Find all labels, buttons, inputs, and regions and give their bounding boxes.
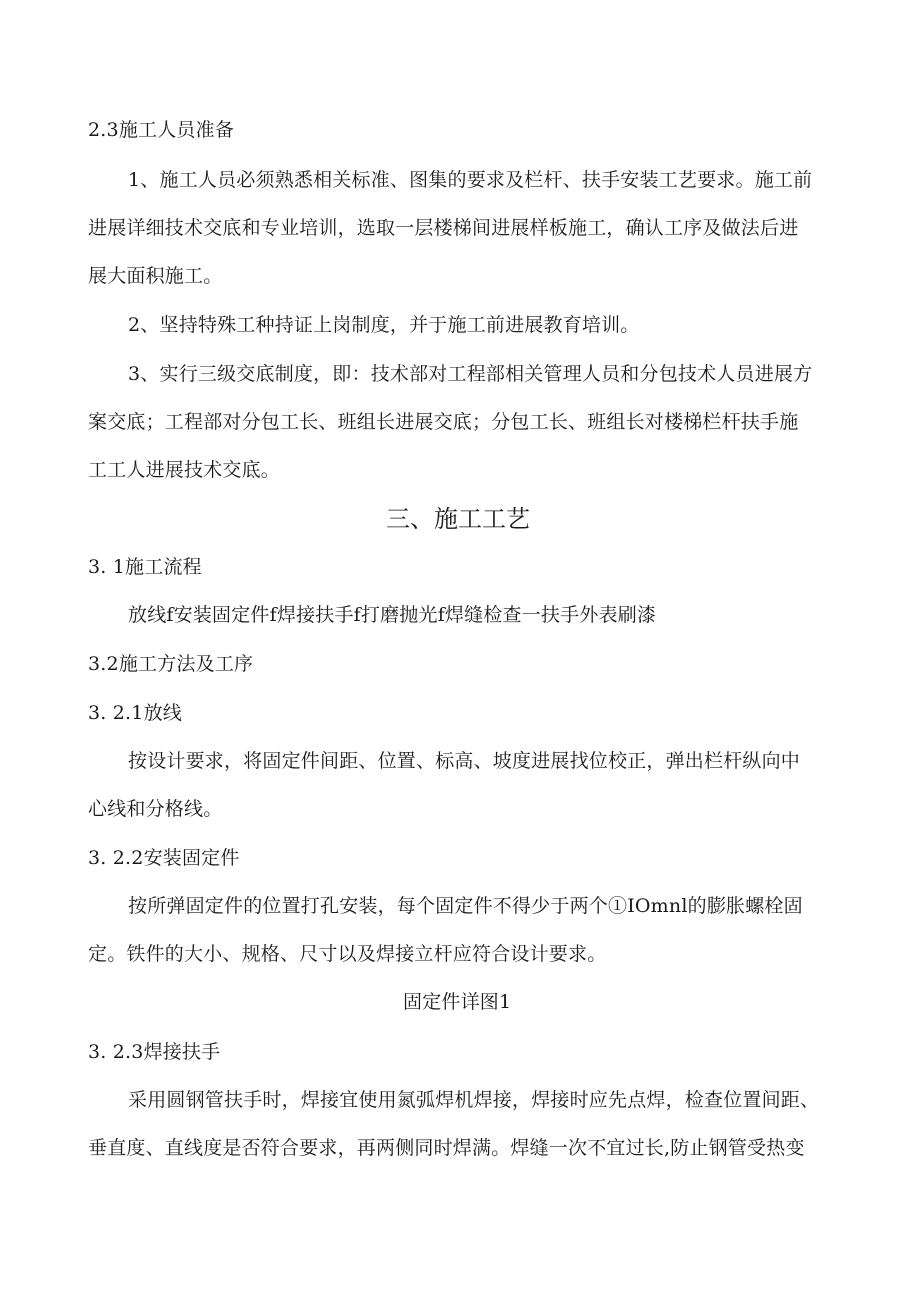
paragraph-line: 采用圆钢管扶手时，焊接宜使用氮弧焊机焊接，焊接时应先点焊，检查位置间距、	[128, 1089, 820, 1111]
paragraph-line: 1、施工人员必须熟悉相关标准、图集的要求及栏杆、扶手安装工艺要求。施工前	[128, 169, 813, 191]
paragraph-line: 进展详细技术交底和专业培训，选取一层楼梯间进展样板施工，确认工序及做法后进	[88, 217, 799, 239]
section-heading-3-1: 3. 1施工流程	[88, 556, 202, 578]
paragraph-line: 心线和分格线。	[88, 798, 223, 820]
paragraph-line: 案交底；工程部对分包工长、班组长进展交底；分包工长、班组长对楼梯栏杆扶手施	[88, 411, 799, 433]
paragraph-line: 放线f安装固定件f焊接扶手f打磨抛光f焊缝检查一扶手外表刷漆	[128, 604, 657, 626]
section-heading-3-2: 3.2施工方法及工序	[88, 653, 254, 675]
figure-caption: 固定件详图1	[403, 991, 512, 1013]
paragraph-line: 3、实行三级交底制度，即：技术部对工程部相关管理人员和分包技术人员进展方	[128, 363, 813, 385]
paragraph-line: 2、坚持特殊工种持证上岗制度，并于施工前进展教育培训。	[128, 314, 640, 336]
paragraph-line: 展大面积施工。	[88, 265, 223, 287]
paragraph-line: 按设计要求，将固定件间距、位置、标高、坡度进展找位校正，弹出栏杆纵向中	[128, 750, 801, 772]
chapter-title: 三、施工工艺	[386, 505, 530, 533]
paragraph-line: 定。铁件的大小、规格、尺寸以及焊接立杆应符合设计要求。	[88, 943, 607, 965]
paragraph-line: 按所弹固定件的位置打孔安装，每个固定件不得少于两个①IOmnl的膨胀螺栓固	[128, 895, 803, 917]
section-heading-3-2-3: 3. 2.3焊接扶手	[88, 1041, 221, 1063]
section-heading-3-2-2: 3. 2.2安装固定件	[88, 847, 240, 869]
paragraph-line: 工工人进展技术交底。	[88, 459, 281, 481]
section-heading-2-3: 2.3施工人员准备	[88, 119, 235, 141]
section-heading-3-2-1: 3. 2.1放线	[88, 702, 182, 724]
paragraph-line: 垂直度、直线度是否符合要求，再两侧同时焊满。焊缝一次不宜过长,防止钢管受热变	[88, 1137, 805, 1159]
